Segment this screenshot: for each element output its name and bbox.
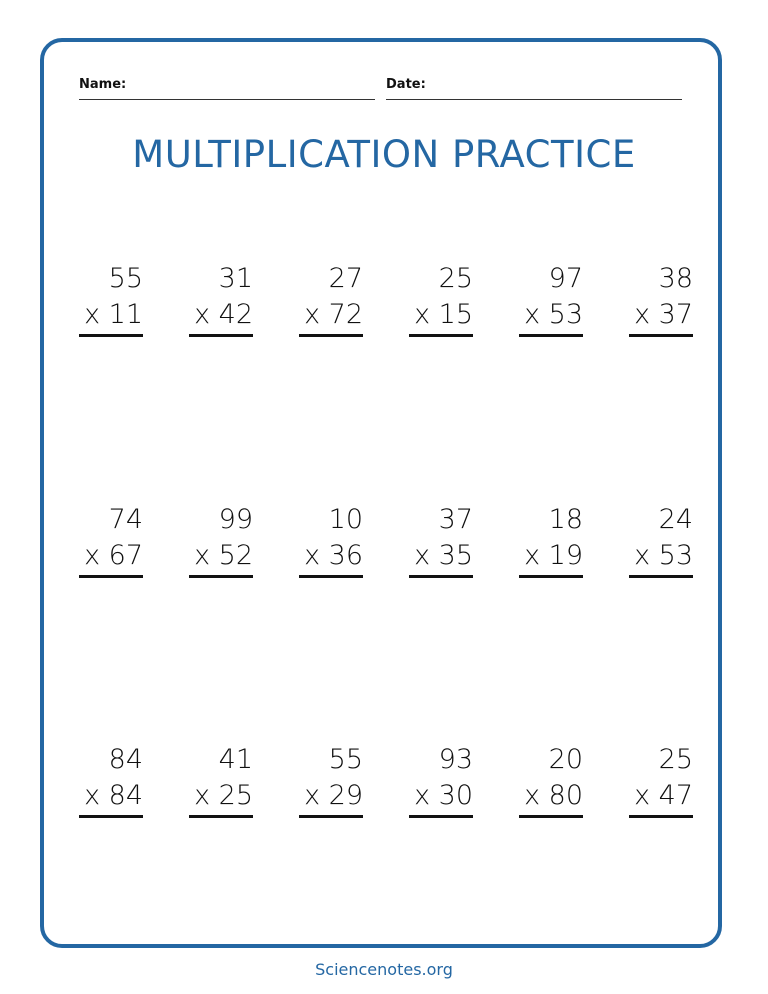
multiplicand: 38 — [658, 263, 693, 294]
multiplicand: 97 — [548, 263, 583, 294]
problem-r2-c6 — [629, 505, 693, 585]
answer-rule — [299, 334, 363, 337]
problem-r1-c6 — [629, 264, 693, 344]
name-label: Name: — [79, 77, 127, 92]
multiplicand: 55 — [328, 744, 363, 775]
answer-rule — [189, 334, 253, 337]
problem-r3-c1 — [79, 745, 143, 825]
multiplier: x 11 — [84, 299, 143, 330]
footer-site-name: Sciencenotes.org — [315, 960, 453, 979]
multiplicand: 99 — [218, 504, 253, 535]
answer-rule — [79, 575, 143, 578]
multiplier: x 72 — [304, 299, 363, 330]
answer-rule — [299, 815, 363, 818]
multiplier: x 84 — [84, 780, 143, 811]
answer-rule — [629, 815, 693, 818]
multiplier: x 29 — [304, 780, 363, 811]
problem-r3-c5 — [519, 745, 583, 825]
problem-r1-c1 — [79, 264, 143, 344]
answer-rule — [79, 815, 143, 818]
multiplier: x 35 — [414, 540, 473, 571]
multiplicand: 41 — [218, 744, 253, 775]
answer-rule — [189, 815, 253, 818]
problem-r3-c6 — [629, 745, 693, 825]
multiplicand: 25 — [438, 263, 473, 294]
answer-rule — [409, 334, 473, 337]
multiplier: x 30 — [414, 780, 473, 811]
multiplier: x 37 — [634, 299, 693, 330]
problem-r3-c2 — [189, 745, 253, 825]
multiplicand: 74 — [108, 504, 143, 535]
problem-r2-c5 — [519, 505, 583, 585]
problem-r2-c4 — [409, 505, 473, 585]
multiplicand: 25 — [658, 744, 693, 775]
answer-rule — [189, 575, 253, 578]
multiplicand: 27 — [328, 263, 363, 294]
multiplier: x 15 — [414, 299, 473, 330]
multiplier: x 36 — [304, 540, 363, 571]
problem-r1-c5 — [519, 264, 583, 344]
answer-rule — [519, 334, 583, 337]
answer-rule — [629, 334, 693, 337]
problem-r1-c4 — [409, 264, 473, 344]
problem-r2-c2 — [189, 505, 253, 585]
page-title: MULTIPLICATION PRACTICE — [132, 133, 636, 176]
multiplier: x 80 — [524, 780, 583, 811]
multiplicand: 55 — [108, 263, 143, 294]
multiplicand: 93 — [438, 744, 473, 775]
multiplier: x 53 — [634, 540, 693, 571]
multiplier: x 42 — [194, 299, 253, 330]
multiplier: x 25 — [194, 780, 253, 811]
multiplicand: 31 — [218, 263, 253, 294]
multiplicand: 84 — [108, 744, 143, 775]
answer-rule — [519, 815, 583, 818]
multiplier: x 47 — [634, 780, 693, 811]
multiplicand: 20 — [548, 744, 583, 775]
problem-r3-c3 — [299, 745, 363, 825]
multiplicand: 18 — [548, 504, 583, 535]
multiplicand: 10 — [328, 504, 363, 535]
multiplier: x 19 — [524, 540, 583, 571]
multiplier: x 67 — [84, 540, 143, 571]
problem-r2-c1 — [79, 505, 143, 585]
answer-rule — [409, 815, 473, 818]
answer-rule — [79, 334, 143, 337]
problem-r2-c3 — [299, 505, 363, 585]
problem-r1-c3 — [299, 264, 363, 344]
multiplier: x 53 — [524, 299, 583, 330]
multiplier: x 52 — [194, 540, 253, 571]
multiplicand: 24 — [658, 504, 693, 535]
answer-rule — [629, 575, 693, 578]
problem-r3-c4 — [409, 745, 473, 825]
answer-rule — [299, 575, 363, 578]
date-label: Date: — [386, 77, 426, 92]
answer-rule — [519, 575, 583, 578]
problem-r1-c2 — [189, 264, 253, 344]
answer-rule — [409, 575, 473, 578]
multiplicand: 37 — [438, 504, 473, 535]
